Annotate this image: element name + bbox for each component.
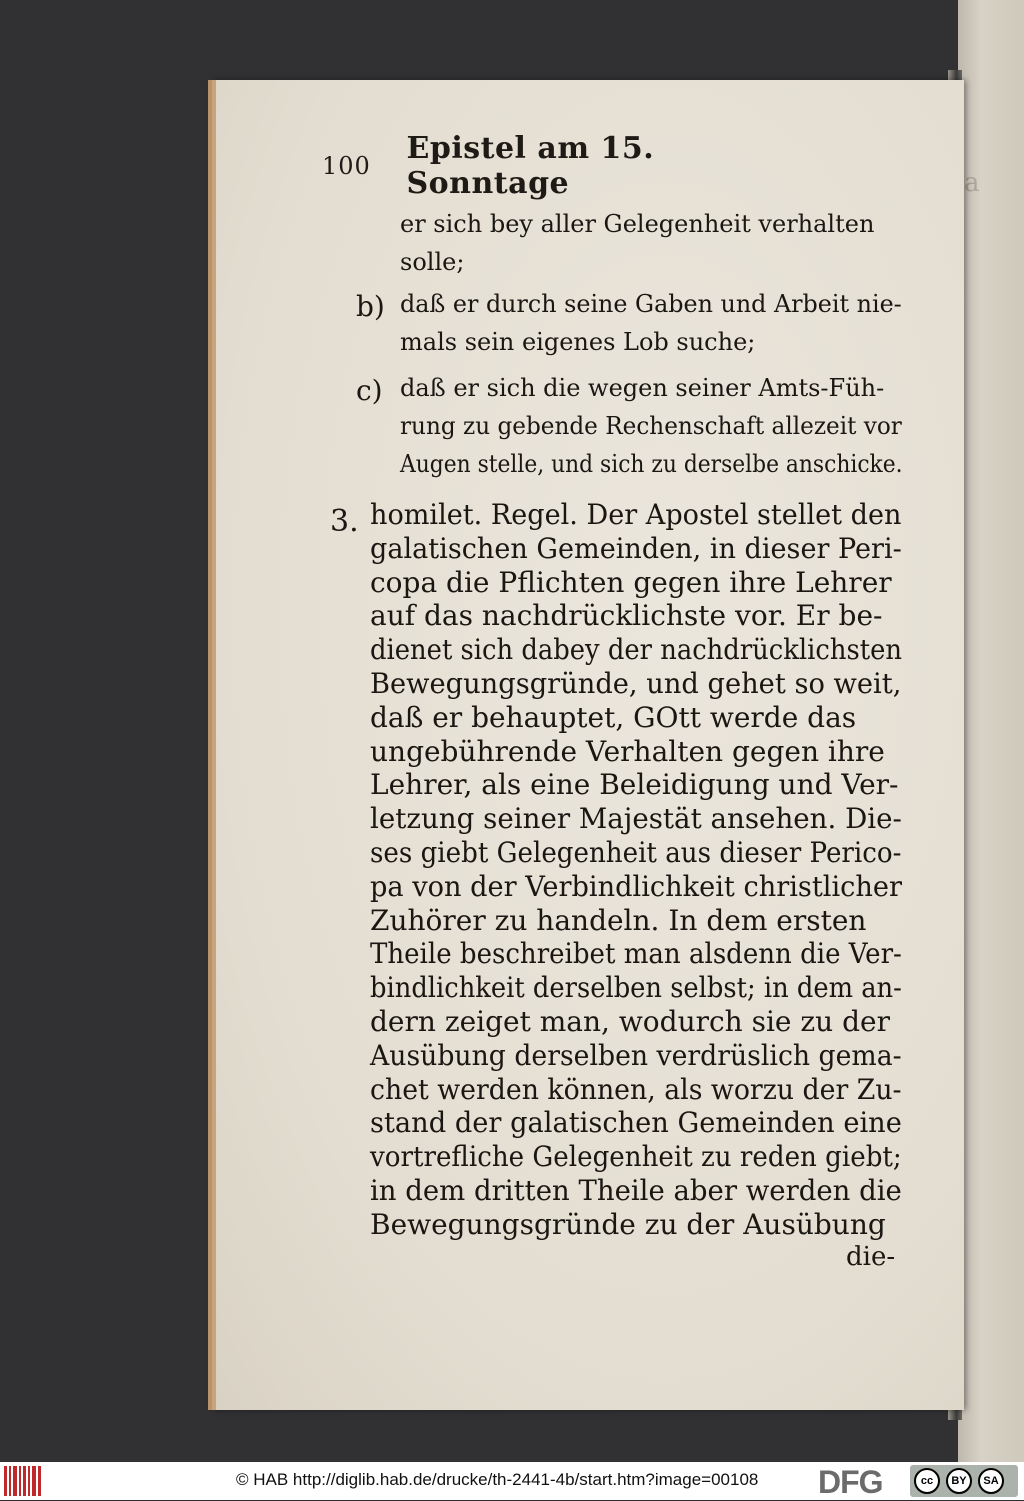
item-line: rung zu gebende Rechenschaft allezeit vor xyxy=(400,412,902,440)
item-label: b) xyxy=(356,290,385,323)
paragraph-line: Bewegungsgründe zu der Ausübung xyxy=(370,1207,886,1241)
paragraph-line: dienet sich dabey der nachdrücklichsten xyxy=(370,633,903,667)
item-line: er sich bey aller Gelegenheit verhalten xyxy=(400,210,875,238)
footer-bar xyxy=(0,1462,1024,1500)
copyright-link[interactable]: © HAB http://diglib.hab.de/drucke/th-2441-4b/start.htm?image=00108 xyxy=(236,1470,759,1489)
hab-logo-icon[interactable] xyxy=(4,1466,44,1496)
catchword: die- xyxy=(846,1241,896,1272)
paragraph-line: copa die Pflichten gegen ihre Lehrer xyxy=(370,565,892,599)
page-number: 100 xyxy=(322,152,371,180)
item-line: daß er durch seine Gaben und Arbeit nie- xyxy=(400,290,902,318)
paragraph-line: daß er behauptet, GOtt werde das xyxy=(370,700,857,734)
paragraph-line: pa von der Verbindlichkeit christlicher xyxy=(370,869,902,903)
item-line: solle; xyxy=(400,248,465,276)
paragraph-line: ungebührende Verhalten gegen ihre xyxy=(370,734,885,768)
paragraph-line: dern zeiget man, wodurch sie zu der xyxy=(370,1005,890,1038)
paragraph-line: Theile beschreibet man alsdenn die Ver- xyxy=(370,937,902,971)
item-line: Augen stelle, und sich zu derselbe anschicke. xyxy=(400,450,903,478)
paragraph-line: in dem dritten Theile aber werden die xyxy=(370,1174,902,1207)
running-title: Epistel am 15. Sonntage xyxy=(406,131,655,201)
paragraph-line: Lehrer, als eine Beleidigung und Ver- xyxy=(370,768,899,802)
paragraph-line: chet werden können, als worzu der Zu- xyxy=(370,1072,902,1106)
paragraph-line: Bewegungsgründe, und gehet so weit, xyxy=(370,667,902,700)
paragraph-line: vortrefliche Gelegenheit zu reden giebt; xyxy=(370,1140,902,1174)
paragraph-line: galatischen Gemeinden, in dieser Peri- xyxy=(370,531,902,565)
cc-icon: cc xyxy=(914,1468,940,1494)
paragraph-line: ses giebt Gelegenheit aus dieser Perico- xyxy=(370,836,902,869)
item-line: daß er sich die wegen seiner Amts-Füh- xyxy=(400,374,885,402)
item-label: c) xyxy=(356,374,383,407)
dfg-logo[interactable]: DFG xyxy=(818,1464,883,1500)
paragraph-line: Zuhörer zu handeln. In dem ersten xyxy=(370,903,867,937)
facing-page-edge: a xyxy=(958,0,1024,1462)
cc-license-badge[interactable] xyxy=(910,1465,1018,1497)
paragraph-line: bindlichkeit derselben selbst; in dem an- xyxy=(370,971,902,1005)
sa-icon: SA xyxy=(978,1468,1004,1494)
running-header xyxy=(322,131,802,201)
item-line: mals sein eigenes Lob suche; xyxy=(400,328,756,356)
paragraph-line: homilet. Regel. Der Apostel stellet den xyxy=(370,498,902,531)
paragraph-line: Ausübung derselben verdrüslich gema- xyxy=(370,1038,902,1072)
rule-number: 3. xyxy=(330,504,359,539)
by-icon: BY xyxy=(946,1468,972,1494)
paragraph-line: stand der galatischen Gemeinden eine xyxy=(370,1106,902,1140)
paragraph-line: auf das nachdrücklichste vor. Er be- xyxy=(370,599,883,633)
paragraph-line: letzung seiner Majestät ansehen. Die- xyxy=(370,802,902,836)
